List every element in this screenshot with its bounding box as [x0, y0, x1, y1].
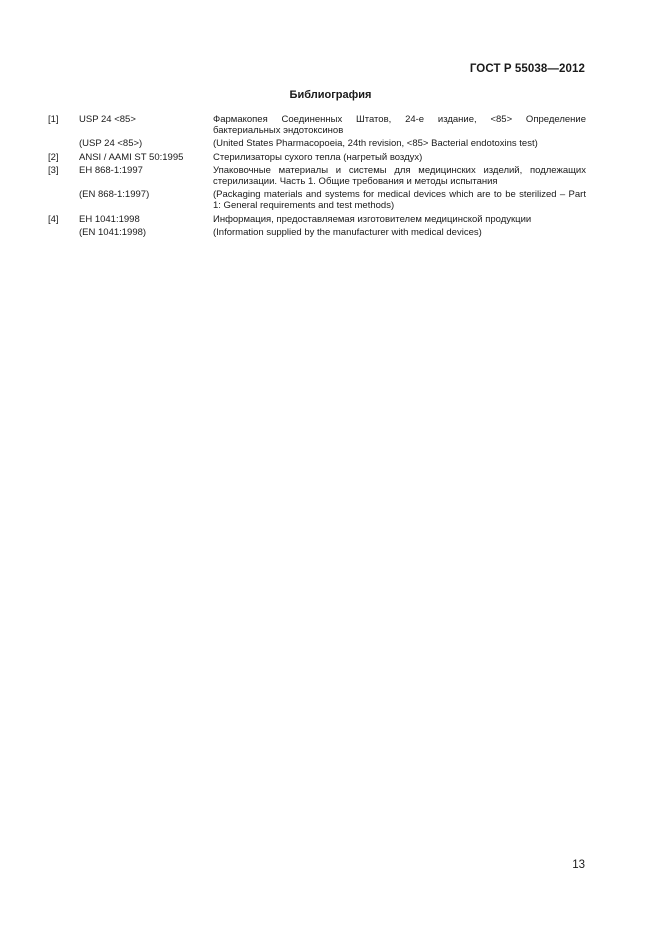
entry-code: (EN 1041:1998) [79, 226, 147, 238]
entry-number: [3] [48, 164, 59, 176]
entry-text: (Packaging materials and systems for medical devices which are to be sterilized – Part 1: General requirements and test methods) [213, 189, 586, 212]
entry-code: (EN 868-1:1997) [79, 189, 150, 201]
entry-number: [4] [48, 213, 59, 225]
bibliography-title: Библиография [289, 89, 372, 101]
entry-code: (USP 24 <85>) [79, 138, 143, 150]
bibliography-entry [48, 138, 586, 149]
entry-text: (United States Pharmacopoeia, 24th revision, <85> Bacterial endotoxins test) [213, 138, 538, 150]
entry-text: Фармакопея Соединенных Штатов, 24-е издание, <85> Определение бактериальных эндотоксинов [213, 114, 586, 137]
page-number: 13 [572, 859, 585, 871]
entry-code: USP 24 <85> [79, 114, 136, 125]
entry-text: (Information supplied by the manufacturer with medical devices) [213, 226, 482, 238]
bibliography-entry [48, 227, 586, 238]
bibliography-entry [48, 189, 586, 211]
entry-code: ЕН 868-1:1997 [79, 164, 143, 176]
bibliography-entry [48, 214, 586, 225]
entry-text: Упаковочные материалы и системы для медицинских изделий, подлежащих стерилизации. Часть 1. Общие требования и методы испытания [213, 164, 586, 188]
document-code: ГОСТ Р 55038—2012 [469, 63, 585, 75]
entry-text: Информация, предоставляемая изготовителем медицинской продукции [213, 213, 532, 225]
bibliography-entry [48, 114, 586, 136]
bibliography-entry [48, 165, 586, 187]
bibliography-list [48, 114, 586, 240]
entry-text: Стерилизаторы сухого тепла (нагретый воздух) [213, 151, 423, 163]
entry-number: [1] [48, 114, 59, 125]
entry-code: ANSI / AAMI ST 50:1995 [79, 151, 184, 163]
entry-code: ЕН 1041:1998 [79, 213, 140, 225]
entry-number: [2] [48, 151, 59, 163]
bibliography-entry [48, 152, 586, 163]
